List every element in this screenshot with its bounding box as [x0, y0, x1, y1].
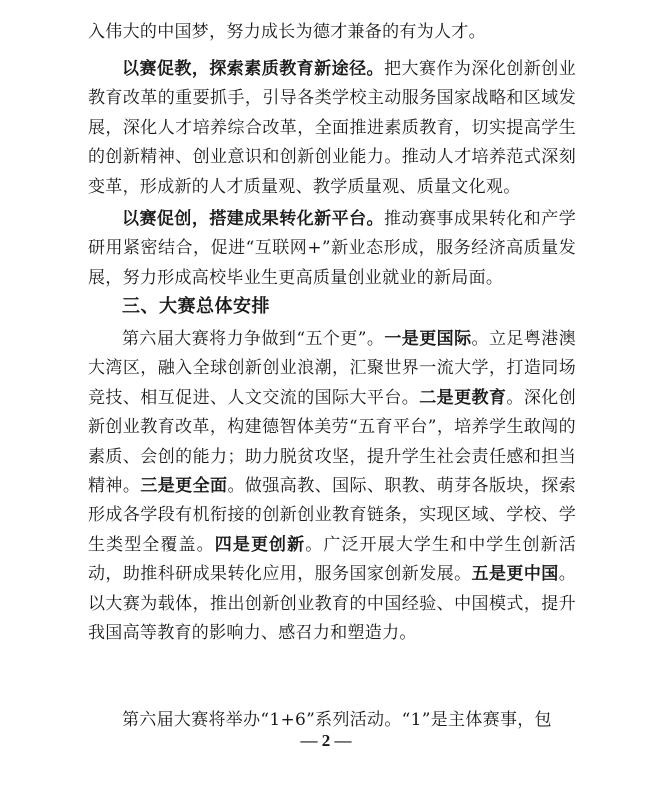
paragraph-4-emphasis-2: 二是更教育 [419, 387, 507, 408]
paragraph-4-emphasis-4: 四是更创新 [214, 534, 306, 555]
paragraph-4 [88, 325, 576, 648]
paragraph-1-text: 入伟大的中国梦，努力成长为德才兼备的有为人才。 [88, 22, 486, 42]
paragraph-2-lead: 以赛促教，探索素质教育新途径。 [122, 59, 385, 79]
paragraph-2 [88, 55, 576, 202]
paragraph-3 [88, 205, 576, 293]
paragraph-5-text: 第六届大赛将举办“1+6”系列活动。“1”是主体赛事，包 [122, 710, 552, 730]
paragraph-3-text: 推动赛事成果转化和产学研用紧密结合，促进“互联网+”新业态形成，服务经济高质量发展，努力形成高校毕业生更高质量创业就业的新局面。 [88, 209, 576, 288]
paragraph-4-text-4: 。做强高教、国际、职教、萌芽各版块，探索形成各学段有机衔接的创新创业教育链条，实现区域、学校、学生类型全覆盖。 [88, 476, 577, 555]
paragraph-3-lead: 以赛促创，搭建成果转化新平台。 [122, 209, 385, 229]
paragraph-1 [88, 18, 576, 47]
paragraph-4-emphasis-3: 三是更全面 [140, 476, 228, 497]
page-number: — 2 — [300, 731, 352, 750]
paragraph-4-text-1: 第六届大赛将力争做到“五个更”。 [122, 329, 385, 349]
section-heading: 三、大赛总体安排 [122, 296, 270, 317]
paragraph-2-text: 把大赛作为深化创新创业教育改革的重要抓手，引导各类学校主动服务国家战略和区域发展，深化人才培养综合改革，全面推进素质教育，切实提高学生的创新精神、创业意识和创新创业能力。推动人才培养范式深刻变革，形成新的人才质量观、教学质量观、质量文化观。 [88, 59, 576, 197]
paragraph-4-text-6: 。以大赛为载体，推出创新创业教育的中国经验、中国模式，提升我国高等教育的影响力、感召力和塑造力。 [88, 564, 576, 644]
paragraph-4-emphasis-5: 五是更中国 [471, 564, 559, 585]
paragraph-4-emphasis-1: 一是更国际 [384, 329, 472, 349]
paragraph-4-text-2: 。立足粤港澳大湾区，融入全球创新创业浪潮，汇聚世界一流大学，打造同场竞技、相互促进、人文交流的国际大平台。 [88, 329, 577, 408]
paragraph-4-text-3: 。深化创新创业教育改革，构建德智体美劳“五育平台”，培养学生敢闯的素质、会创的能力；助力脱贫攻坚，提升学生社会责任感和担当精神。 [88, 387, 577, 497]
paragraph-4-text-5: 。广泛开展大学生和中学生创新活动，助推科研成果转化应用，服务国家创新发展。 [88, 534, 577, 585]
